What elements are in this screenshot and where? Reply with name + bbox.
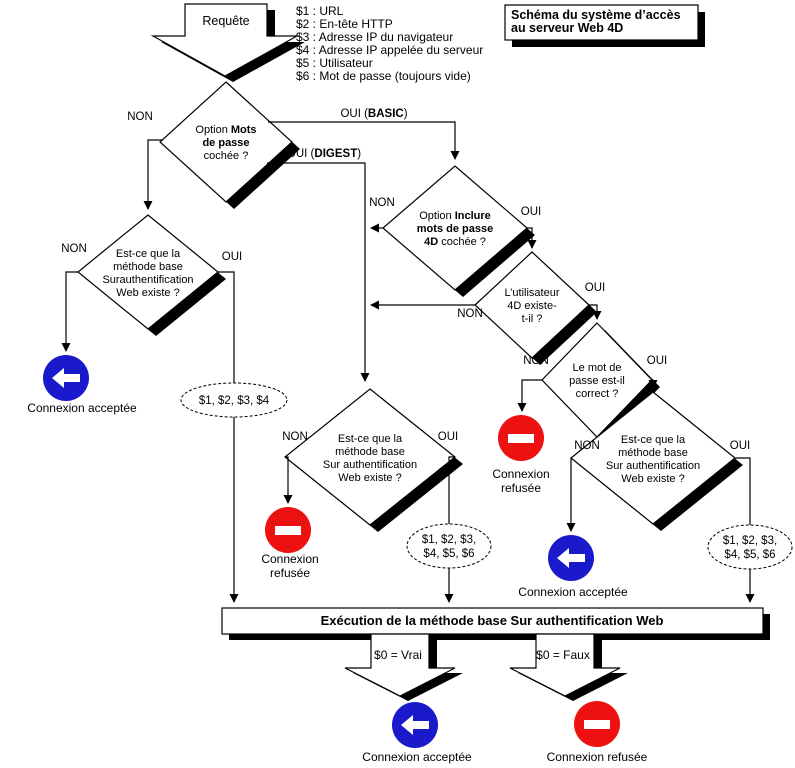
- result-arrow-true-shape: [345, 634, 455, 696]
- label-non: NON: [457, 308, 483, 320]
- label-non: NON: [523, 355, 549, 367]
- d1-line: Option Mots: [195, 124, 257, 136]
- d2-line: Surauthentification: [102, 274, 194, 286]
- d6-line: méthode base: [618, 447, 688, 459]
- outcome-accepted-right: [518, 535, 628, 599]
- execution-bar: [222, 608, 770, 640]
- d5-line: passe est-il: [569, 375, 625, 387]
- label-non: NON: [127, 111, 153, 123]
- label-oui: OUI: [520, 206, 542, 218]
- params-ellipse-1-text: $1, $2, $3, $4: [198, 395, 270, 407]
- outcome-label: Connexion acceptée: [518, 585, 628, 599]
- request-arrow: [153, 4, 305, 82]
- label-non: NON: [61, 243, 87, 255]
- d2-line: méthode base: [113, 261, 183, 273]
- legend-item: $5 : Utilisateur: [296, 56, 373, 70]
- result-arrow-false-shape: [510, 634, 620, 696]
- d2-line: Est-ce que la: [115, 248, 181, 260]
- d1-line: de passe: [202, 137, 250, 149]
- label-oui: OUI: [221, 251, 243, 263]
- d3-line: mots de passe: [416, 223, 494, 235]
- d4-line: t-il ?: [521, 313, 543, 325]
- outcome-label: Connexion acceptée: [27, 401, 137, 415]
- outcome-accepted-bottom: [362, 702, 472, 764]
- label-oui: OUI: [646, 355, 668, 367]
- edge-d2-non: [66, 272, 78, 351]
- params-ellipse-2: [407, 524, 491, 568]
- no-entry-bar: [508, 434, 534, 443]
- d1-line: cochée ?: [203, 150, 249, 162]
- legend-item: $2 : En-tête HTTP: [296, 17, 393, 31]
- legend-item: $6 : Mot de passe (toujours vide): [296, 69, 471, 83]
- d3-line: Option Inclure: [419, 210, 491, 222]
- edge-d1-oui-digest: [267, 163, 365, 381]
- label-oui: OUI: [584, 282, 606, 294]
- legend: [296, 4, 483, 83]
- outcome-label: Connexion: [492, 467, 550, 481]
- legend-item: $4 : Adresse IP appelée du serveur: [296, 43, 484, 57]
- edge-d2-oui: [218, 272, 234, 602]
- request-arrow-label: Requête: [202, 14, 250, 28]
- params-ellipse-2-text: $4, $5, $6: [423, 548, 475, 560]
- edge-d1-non: [148, 140, 163, 209]
- label-oui-basic: OUI (BASIC): [340, 108, 408, 120]
- d6-line: Est-ce que la: [620, 434, 686, 446]
- d7-line: Web existe ?: [338, 472, 402, 484]
- d7-line: méthode base: [335, 446, 405, 458]
- d4-line: 4D existe-: [507, 300, 557, 312]
- legend-item: $1 : URL: [296, 4, 344, 18]
- no-entry-bar: [275, 526, 301, 535]
- outcome-accepted-left: [27, 355, 137, 415]
- title-line-1: Schéma du système d’accès: [511, 8, 681, 22]
- result-true-label: $0 = Vrai: [374, 648, 422, 662]
- outcome-label: Connexion refusée: [546, 750, 648, 764]
- d7-line: Est-ce que la: [337, 433, 403, 445]
- outcome-refused-mid: [492, 415, 549, 495]
- edge-d5-non: [522, 380, 542, 411]
- d5-line: Le mot de: [572, 362, 622, 374]
- title-box: [505, 5, 705, 47]
- result-false-label: $0 = Faux: [536, 648, 590, 662]
- d3-line: 4D cochée ?: [424, 236, 486, 248]
- title-line-2: au serveur Web 4D: [511, 21, 624, 35]
- label-non: NON: [574, 440, 600, 452]
- label-non: NON: [369, 197, 395, 209]
- outcome-refused-bottom: [547, 701, 648, 764]
- label-oui: OUI: [729, 440, 751, 452]
- edge-d7-non: [285, 457, 288, 503]
- outcome-label: Connexion: [261, 552, 319, 566]
- d4-line: L’utilisateur: [504, 287, 560, 299]
- result-arrow-false: [510, 634, 628, 701]
- params-ellipse-3-text: $1, $2, $3,: [722, 535, 778, 547]
- execution-bar-label: Exécution de la méthode base Sur authentification Web: [320, 613, 664, 628]
- outcome-label: refusée: [500, 481, 542, 495]
- legend-item: $3 : Adresse IP du navigateur: [296, 30, 454, 44]
- label-oui: OUI: [437, 431, 459, 443]
- params-ellipse-2-text: $1, $2, $3,: [421, 534, 477, 546]
- d6-line: Sur authentification: [605, 460, 701, 472]
- params-ellipse-3: [708, 525, 792, 569]
- result-arrow-true: [345, 634, 463, 701]
- d2-line: Web existe ?: [116, 287, 180, 299]
- outcome-label: Connexion acceptée: [362, 750, 472, 764]
- d7-line: Sur authentification: [322, 459, 418, 471]
- d6-line: Web existe ?: [621, 473, 685, 485]
- label-oui-digest: OUI (DIGEST): [286, 148, 362, 160]
- label-non: NON: [282, 431, 308, 443]
- no-entry-bar: [584, 720, 610, 729]
- params-ellipse-3-text: $4, $5, $6: [724, 549, 776, 561]
- d5-line: correct ?: [575, 388, 619, 400]
- outcome-refused-center: [261, 507, 318, 580]
- outcome-label: refusée: [269, 566, 311, 580]
